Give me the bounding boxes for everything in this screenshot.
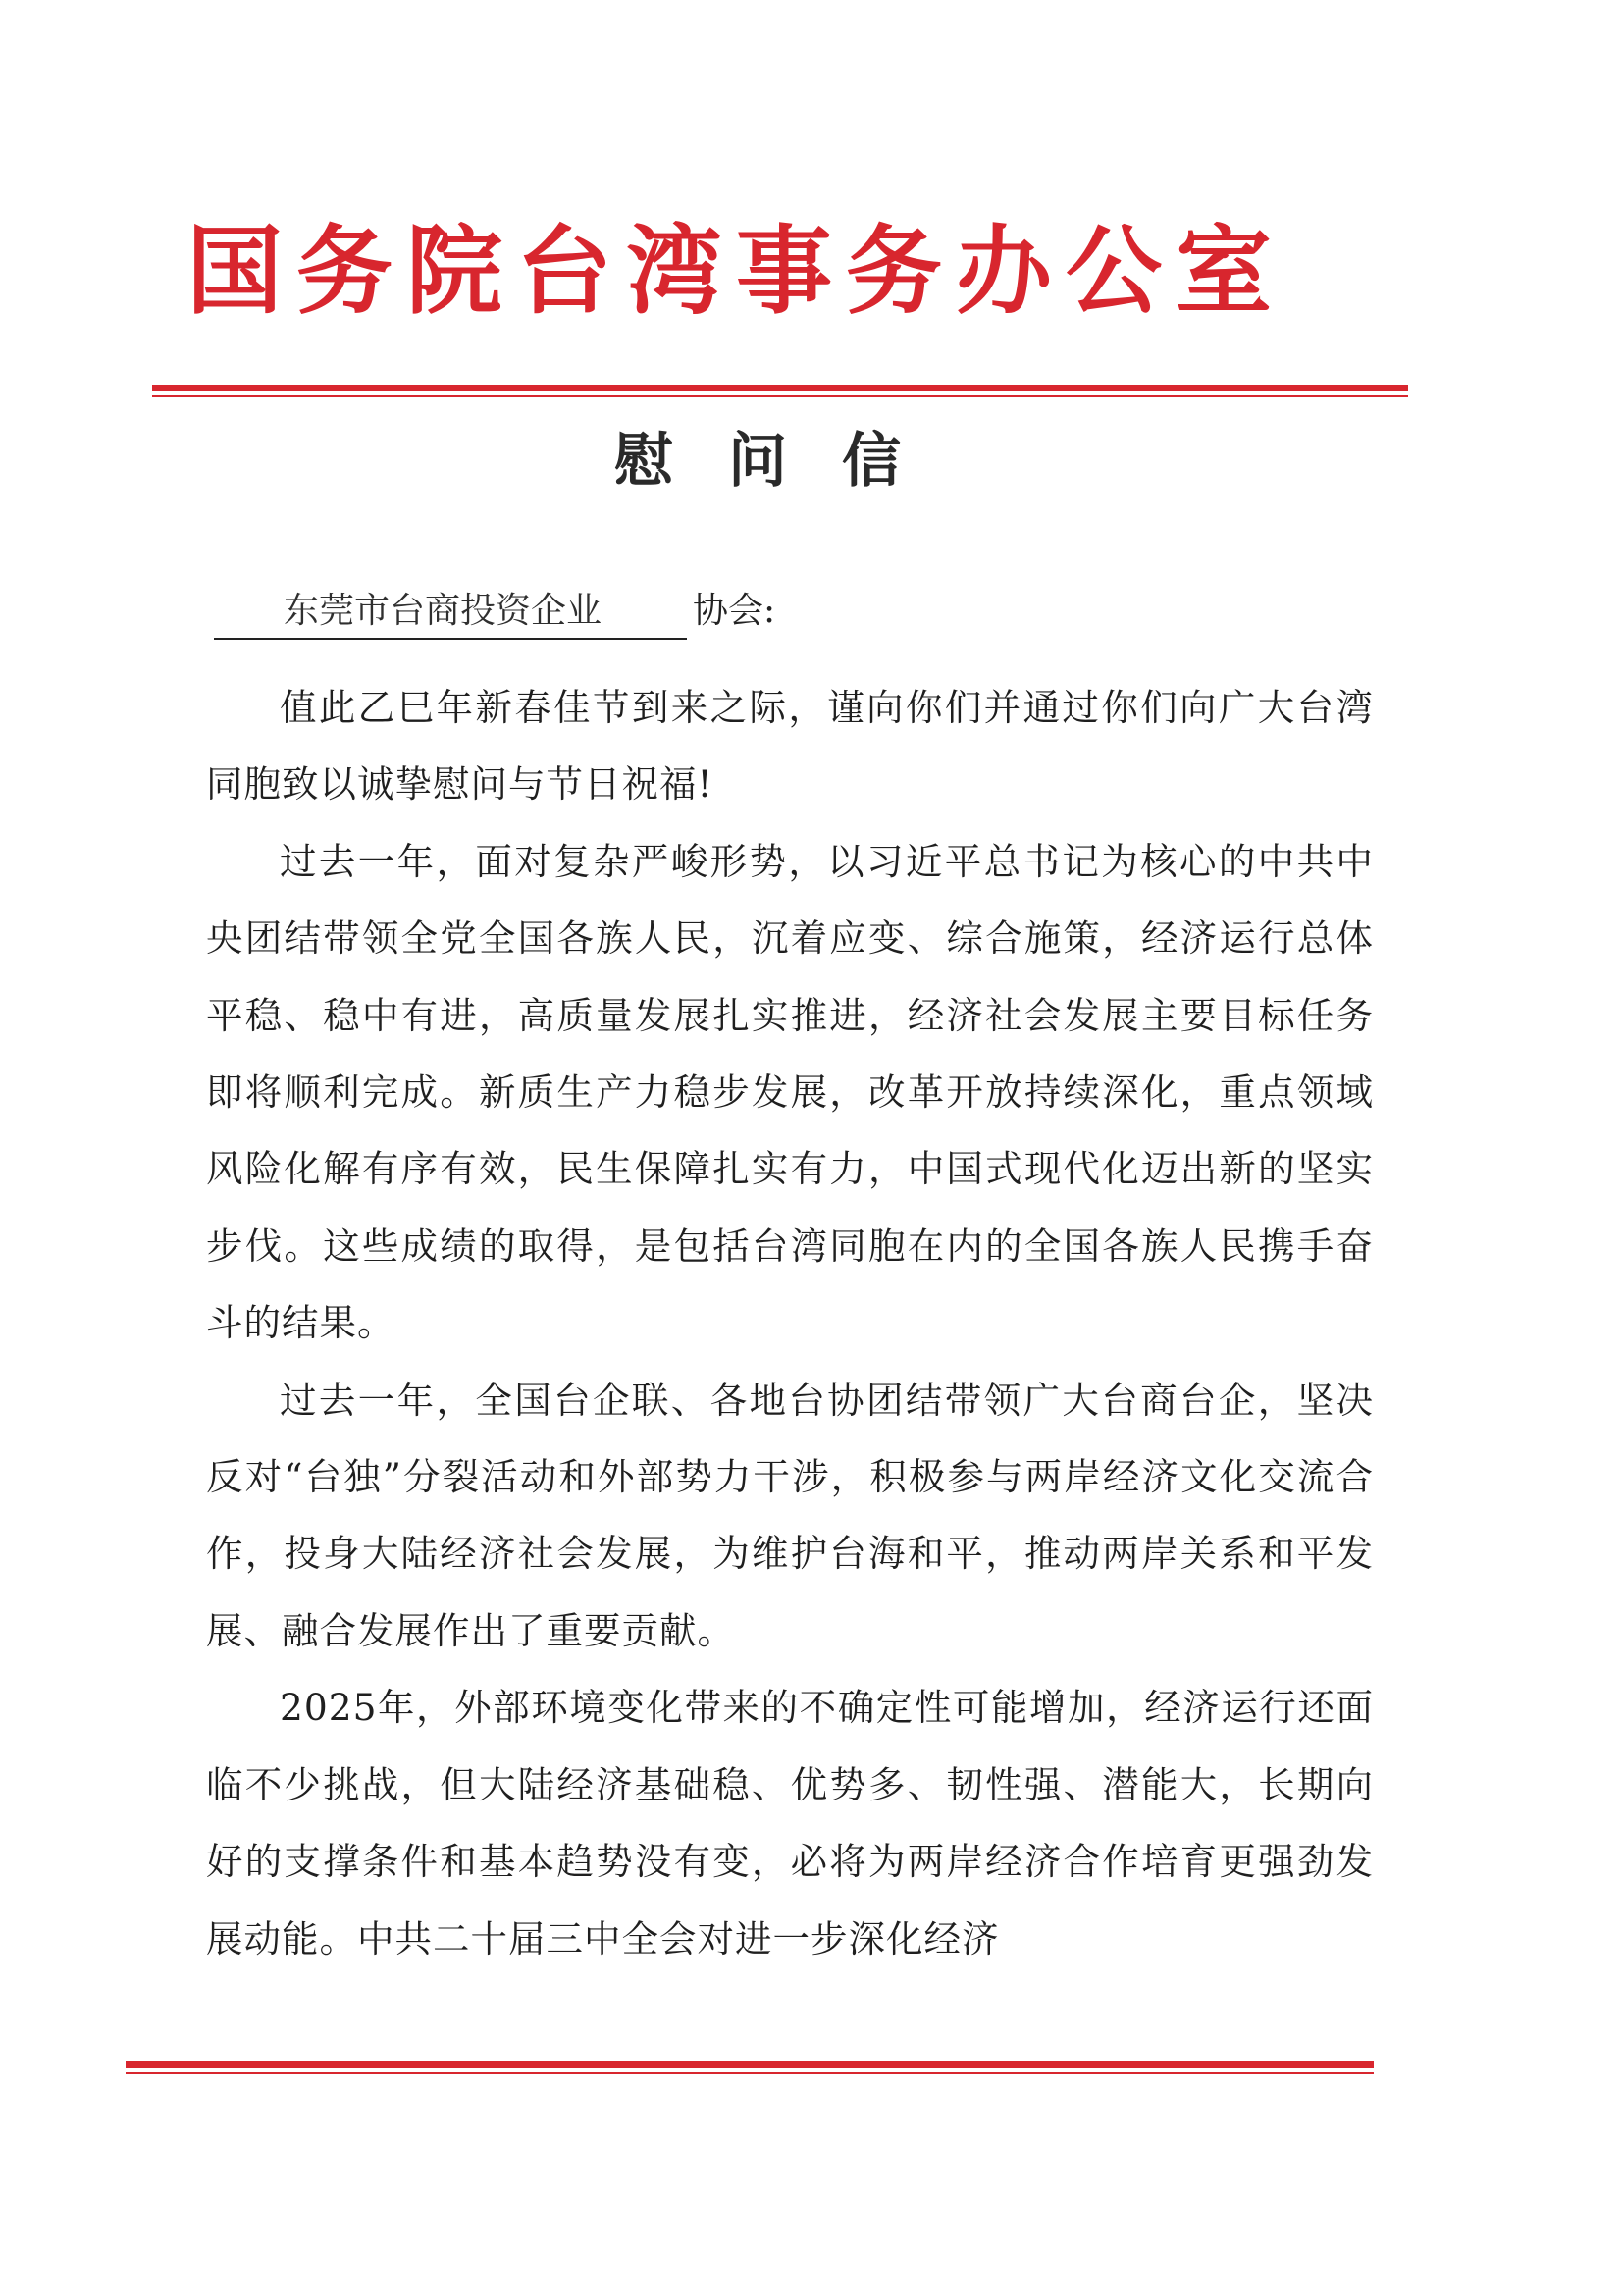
paragraph-past-year-nation: 过去一年，面对复杂严峻形势，以习近平总书记为核心的中共中央团结带领全党全国各族人民，沉着应变、综合施策，经济运行总体平稳、稳中有进，高质量发展扎实推进，经济社会发展主要目标任务即将顺利完成。新质生产力稳步发展，改革开放持续深化，重点领域风险化解有序有效，民生保障扎实有力，中国式现代化迈出新的坚实步伐。这些成绩的取得，是包括台湾同胞在内的全国各族人民携手奋斗的结果。 bbox=[206, 839, 1374, 1345]
paragraph-2025-outlook: 2025年，外部环境变化带来的不确定性可能增加，经济运行还面临不少挑战，但大陆经济基础稳、优势多、韧性强、潜能大，长期向好的支撑条件和基本趋势没有变，必将为两岸经济合作培育更强劲发展动能。中共二十届三中全会对进一步深化经济 bbox=[206, 1686, 1374, 1960]
document-title: 慰问信 bbox=[614, 427, 956, 496]
footer-rule-thick bbox=[126, 2061, 1374, 2068]
paragraph-greeting: 值此乙巳年新春佳节到来之际，谨向你们并通过你们向广大台湾同胞致以诚挚慰问与节日祝福! bbox=[206, 686, 1374, 807]
letter-body bbox=[206, 669, 1374, 1977]
salutation-suffix: 协会: bbox=[693, 591, 776, 631]
paragraph-past-year-associations: 过去一年，全国台企联、各地台协团结带领广大台商台企，坚决反对“台独”分裂活动和外部势力干涉，积极参与两岸经济文化交流合作，投身大陆经济社会发展，为维护台海和平，推动两岸关系和平发展、融合发展作出了重要贡献。 bbox=[206, 1378, 1374, 1652]
salutation bbox=[214, 585, 775, 640]
footer-rule-thin bbox=[126, 2072, 1374, 2074]
letterhead-rule-thin bbox=[152, 395, 1408, 397]
letterhead-organization: 国务院台湾事务办公室 bbox=[185, 215, 1285, 328]
salutation-recipient: 东莞市台商投资企业 bbox=[214, 585, 687, 640]
letterhead-rule-thick bbox=[152, 385, 1408, 391]
